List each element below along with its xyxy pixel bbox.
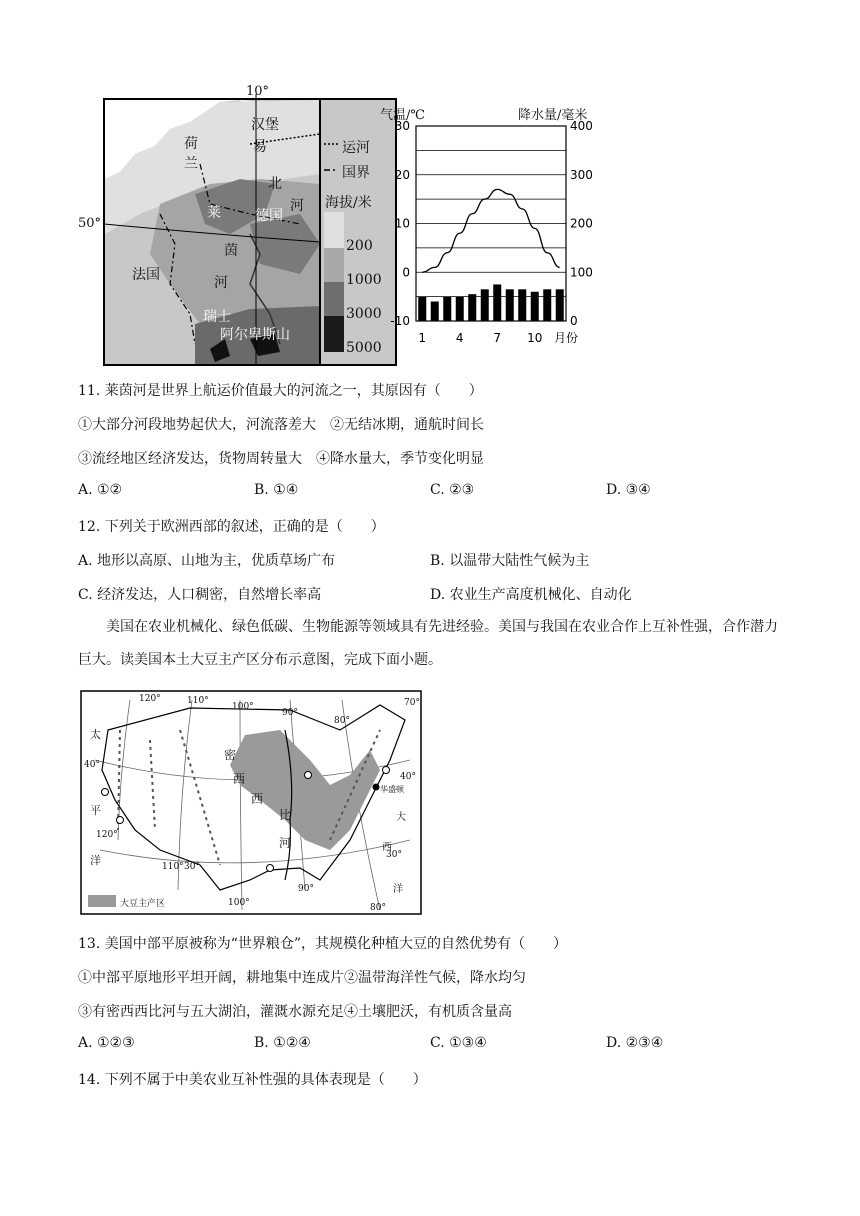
us-lat-label: 40° [400,772,416,782]
precip-bar [493,284,501,321]
q12-option-c[interactable]: C. 经济发达，人口稠密，自然增长率高 [78,587,322,603]
us-lat-label: 30° [386,850,402,860]
precip-bar [443,297,451,321]
us-map-label: 比 [279,808,292,822]
us-lat-label: 40° [84,760,100,770]
precip-bar [468,294,476,321]
climate-chart [380,118,620,358]
legend-elev-value: 5000 [346,340,382,356]
right-tick-label: 300 [570,167,593,182]
q11-stem: 11. 莱茵河是世界上航运价值最大的河流之一，其原因有（ ） [78,383,483,399]
x-unit-label: 月份 [554,331,579,345]
q11-statements-1: ①大部分河段地势起伏大，河流落差大 ②无结冰期，通航时间长 [78,417,484,433]
right-tick-label: 0 [570,314,578,328]
latitude-label: 50° [78,216,102,231]
left-tick-label: 30 [394,119,410,133]
us-lon-label: 110° [162,862,184,872]
us-lon-label: 100° [228,898,250,908]
left-tick-label: 20 [394,167,410,182]
us-map-label: 洋 [90,854,101,867]
us-map-label-washington: 华盛顿 [380,785,404,794]
us-map-label: 河 [279,836,292,850]
q13-option-d[interactable]: D. ②③④ [606,1035,664,1051]
place-label: 瑞士 [203,309,231,325]
x-tick-label: 1 [418,331,427,345]
right-tick-label: 400 [570,119,593,133]
us-map-label: 平 [90,804,101,817]
x-tick-label: 7 [493,331,502,345]
place-label: 莱 [207,205,221,221]
precip-bar [556,289,564,321]
us-lon-label: 90° [298,884,314,894]
us-lon-label: 120° [139,694,161,704]
x-tick-label: 4 [455,331,464,345]
precip-bar [456,297,464,321]
precip-bar [418,297,426,321]
left-tick-label: 0 [402,265,410,280]
place-label: 德国 [255,208,283,224]
precip-bar [518,289,526,321]
precip-bar [543,289,551,321]
precip-bar [481,289,489,321]
place-label: 汉堡 [251,117,279,133]
x-tick-label: 10 [527,331,543,345]
chart-left-axis-label: 气温/℃ [380,108,425,123]
left-tick-label: 10 [394,216,410,231]
legend-elev-value: 3000 [346,306,382,322]
us-map-label: 洋 [393,884,403,895]
place-label: 茵 [224,243,238,259]
q11-option-a[interactable]: A. ①② [78,482,123,498]
q13-statements-2: ③有密西西比河与五大湖泊，灌溉水源充足④土壤肥沃，有机质含量高 [78,1004,512,1020]
legend-canal: 运河 [342,140,370,156]
q13-stem: 13. 美国中部平原被称为“世界粮仓”，其规模化种植大豆的自然优势有（ ） [78,936,568,952]
legend-elevation-title: 海拔/米 [325,195,372,211]
us-lon-label: 100° [232,702,254,712]
q11-option-b[interactable]: B. ①④ [254,482,299,498]
q13-statements-1: ①中部平原地形平坦开阔，耕地集中连成片②温带海洋性气候，降水均匀 [78,970,526,986]
legend-elev-value: 200 [346,238,373,254]
place-label: 河 [290,198,304,214]
left-tick-label: -10 [390,314,410,328]
us-map-label: 密 [224,748,237,762]
place-label: 河 [214,275,228,291]
q11-statements-2: ③流经地区经济发达，货物周转量大 ④降水量大，季节变化明显 [78,451,484,467]
us-map-label: 大 [396,812,406,823]
us-lon-label: 70° [404,698,420,708]
us-lat-label: 120° [96,830,118,840]
q12-stem: 12. 下列关于欧洲西部的叙述，正确的是（ ） [78,519,385,535]
us-map-label: 西 [382,842,392,853]
intro-paragraph: 美国在农业机械化、绿色低碳、生物能源等领域具有先进经验。美国与我国在农业合作上互补性强，合作潜力巨大。读美国本土大豆主产区分布示意图，完成下面小题。 [78,619,778,668]
precip-bar [431,302,439,322]
place-label: 阿尔卑斯山 [220,327,290,343]
place-label: 北 [268,176,282,192]
meridian-label: 10° [246,84,270,99]
us-lon-label: 90° [282,708,298,718]
q14-stem: 14. 下列不属于中美农业互补性强的具体表现是（ ） [78,1072,427,1088]
us-lon-label: 110° [187,696,209,706]
temperature-line [422,189,560,272]
q12-option-d[interactable]: D. 农业生产高度机械化、自动化 [430,587,632,603]
us-map-label: 西 [233,772,246,786]
right-tick-label: 100 [570,265,593,280]
place-label: 荷兰 [184,136,198,172]
q11-option-d[interactable]: D. ③④ [606,482,651,498]
us-lon-label: 80° [334,716,350,726]
us-lon-label: 80° [370,903,386,913]
precip-bar [531,292,539,321]
right-tick-label: 200 [570,216,593,231]
place-label: 法国 [132,267,160,283]
q12-option-b[interactable]: B. 以温带大陆性气候为主 [430,553,590,569]
legend-elev-value: 1000 [346,272,382,288]
chart-right-axis-label: 降水量/毫米 [518,108,588,123]
q13-option-b[interactable]: B. ①②④ [254,1035,311,1051]
legend-border: 国界 [342,165,370,181]
us-map-legend: 大豆主产区 [120,899,166,909]
q11-option-c[interactable]: C. ②③ [430,482,475,498]
precip-bar [506,289,514,321]
q13-option-a[interactable]: A. ①②③ [78,1035,135,1051]
q12-option-a[interactable]: A. 地形以高原、山地为主，优质草场广布 [78,553,336,569]
us-map-label: 西 [251,792,264,806]
us-lon-label: 30° [184,862,200,872]
place-label: 易 [253,139,267,155]
us-map-label: 太 [90,728,101,741]
q13-option-c[interactable]: C. ①③④ [430,1035,487,1051]
